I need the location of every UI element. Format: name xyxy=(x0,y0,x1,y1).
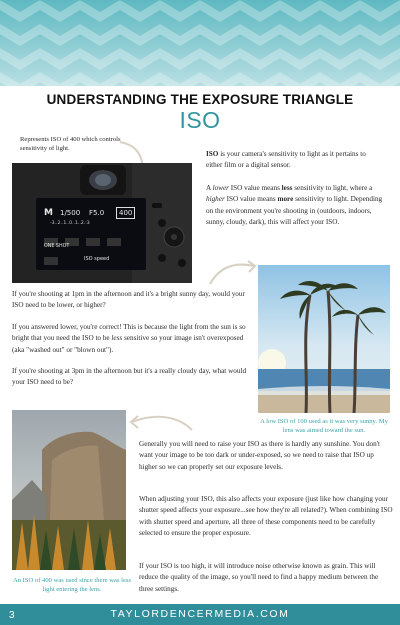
website-link[interactable]: TAYLORDENCERMEDIA.COM xyxy=(110,608,290,620)
palm-caption: A low ISO of 100 used as it was very sunny. My lens was aimed toward the sun. xyxy=(260,418,388,434)
camera-aperture: F5.0 xyxy=(89,209,105,217)
camera-iso-value: 400 xyxy=(116,207,135,219)
camera-exposure-scale: -3..2..1..0..1..2.:3 xyxy=(50,221,90,226)
mountain-caption: An ISO of 400 was used since there was less light entering the lens. xyxy=(12,577,132,593)
header-banner xyxy=(0,0,400,86)
noise-warning: If your ISO is too high, it will introduce noise otherwise known as grain. This will reduce the quality of the image, so you'll need to find a happy medium between the three settings. xyxy=(139,562,379,593)
page-subtitle: ISO xyxy=(179,107,221,133)
page-title: UNDERSTANDING THE EXPOSURE TRIANGLE xyxy=(46,92,354,107)
iso-definition: ISO is your camera's sensitivity to light as it pertains to either film or a digital sensor. xyxy=(206,150,366,170)
camera-shutter: 1/500 xyxy=(60,209,81,217)
camera-iso-label: ISO speed xyxy=(84,256,110,262)
mountain-photo xyxy=(12,410,126,570)
cloudy-answer: Generally you will need to raise your ISO as there is hardly any sunshine. You don't want your image to be too dark or under-exposed, so we need to raise that ISO up higher so we can properly set our exposure levels. xyxy=(139,440,381,471)
camera-photo xyxy=(12,163,192,283)
camera-mode: M xyxy=(44,208,53,218)
cloudy-question: If you're shooting at 3pm in the afternoon but it's a really cloudy day, what would your ISO need to be? xyxy=(12,367,247,387)
palm-trees-photo xyxy=(258,265,390,413)
exposure-relation: When adjusting your ISO, this also affects your exposure (just like how changing your shutter speed affects your exposure...see how they're all related?). When combining ISO with shutter speed and aperture, all three of these components need to be carefully selected to ensure the proper exposure. xyxy=(139,495,393,538)
sunny-question: If you're shooting at 1pm in the afternoon and it's a bright sunny day, would your ISO need to be lower, or higher? xyxy=(12,290,245,310)
camera-one-shot: ONE SHOT xyxy=(44,244,70,249)
curved-arrow-icon xyxy=(126,410,196,436)
camera-icon-grid xyxy=(44,231,140,245)
sunny-answer: If you answered lower, you're correct! This is because the light from the sun is so bright that you need the ISO to be less sensitive so your image isn't overexposed (aka "washed out" or "blown out"). xyxy=(12,323,246,354)
curved-arrow-icon xyxy=(206,258,258,288)
iso-value-explanation: A lower ISO value means less sensitivity to light, where a higher ISO value means more sensitivity to light. Depending on the environment you're shooting in (outdoors, indoors, sunny, cloudy, dark), this will affect your ISO. xyxy=(206,184,383,227)
page-number: 3 xyxy=(9,610,15,621)
camera-note: Represents ISO of 400 which controls sensitivity of light. xyxy=(20,136,121,152)
